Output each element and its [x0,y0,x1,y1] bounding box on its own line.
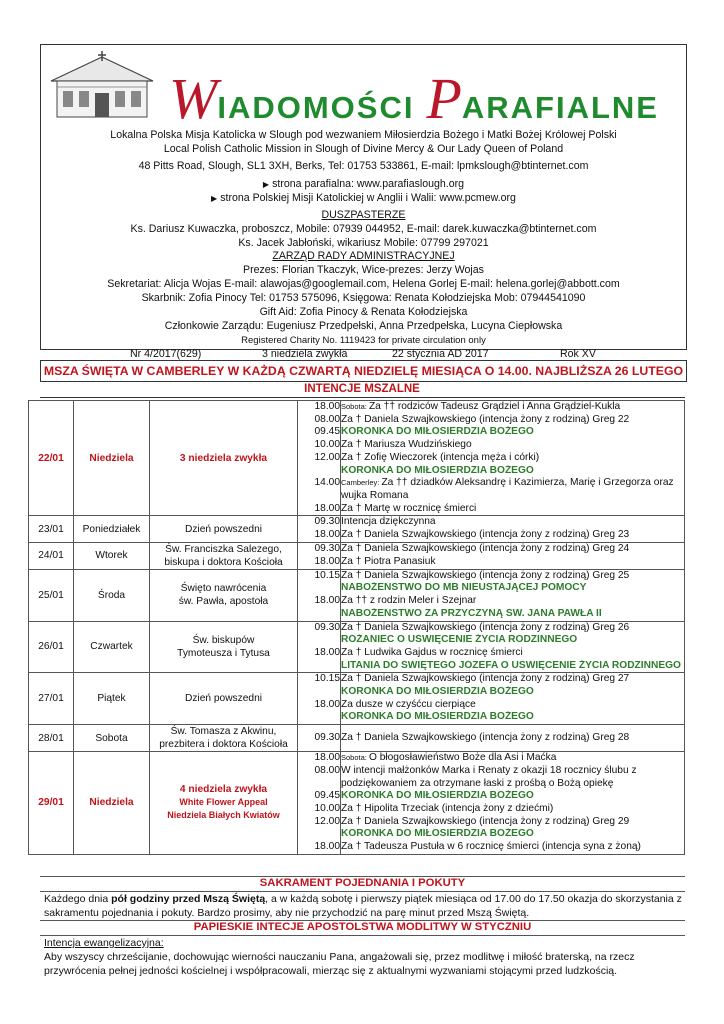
priest-1: Ks. Dariusz Kuwaczka, proboszcz, Mobile: 07939 044952, E-mail: darek.kuwaczka@btinternet.com [130,223,597,235]
intention-prefix: Sobota: [341,402,369,411]
intention-cell [341,673,685,725]
intention-text: Camberley: Za †† dziadków Aleksandrę i Kazimierza, Marię i Grzegorza oraz [341,477,674,489]
time-cell [298,673,341,725]
intention-text: KORONKA DO MIŁOSIERDZIA BOŻEGO [341,711,534,723]
day-cell: Niedziela [74,752,150,855]
triangle-right-icon: ▶ [262,180,270,189]
mass-time: 18.00 [314,698,340,710]
mass-time: 18.00 [314,595,340,607]
intencje-heading: INTENCJE MSZALNE [304,383,420,395]
time-cell [298,621,341,673]
liturgy-name: prezbitera i doktora Kościoła [159,739,288,751]
zarzad-treasurer: Skarbnik: Zofia Pinocy Tel: 01753 575096, Księgowa: Renata Kołodziejska Mob: 07944541090 [141,292,586,304]
intention-text: Za dusze w czyśćcu cierpiące [341,698,476,710]
zarzad-gift-aid: Gift Aid: Zofia Pinocy & Renata Kołodziejska [259,306,468,318]
time-cell [298,516,341,542]
time-cell [298,401,341,516]
zarzad-members: Członkowie Zarządu: Eugeniusz Przedpełski, Anna Przedpełska, Lucyna Ciepłowska [164,320,563,332]
intention-text: KORONKA DO MIŁOSIERDZIA BOŻEGO [341,686,534,698]
intention-text: KORONKA DO MIŁOSIERDZIA BOŻEGO [341,790,534,802]
intention-cell [341,401,685,516]
day-cell: Wtorek [74,542,150,569]
mass-time [298,634,340,647]
intention-cell [341,621,685,673]
table-row [29,516,685,542]
date-cell: 22/01 [29,401,74,516]
liturgy-cell [150,401,298,516]
mass-time: 18.00 [314,502,340,514]
papieskie-label: Intencja ewangelizacyjna: [44,937,164,949]
intention-text: Za † Martę w rocznicę śmierci [341,502,477,514]
mass-schedule-table [28,400,685,855]
day-cell: Niedziela [74,401,150,516]
intention-text: RÓŻANIEC O UŚWIĘCENIE ŻYCIA RODZINNEGO [341,634,578,646]
intention-prefix: Sobota: [341,753,369,763]
mass-time: 09.30 [314,516,340,528]
liturgy-cell [150,752,298,855]
intention-text: NABOŻEŃSTWO ZA PRZYCZYNĄ ŚW. JANA PAWŁA II [341,607,602,619]
date-cell: 28/01 [29,725,74,752]
charity-number: Registered Charity No. 1119423 for private circulation only [241,335,486,346]
duszpasterze-heading: DUSZPASTERZE [321,209,406,221]
table-row [29,673,685,725]
intention-cell [341,752,685,855]
date-cell: 25/01 [29,569,74,621]
time-cell [298,752,341,855]
mass-time: 08.00 [314,413,340,425]
liturgy-cell [150,673,298,725]
intention-text: KORONKA DO MIŁOSIERDZIA BOŻEGO [341,828,534,840]
divider [40,397,685,398]
intention-cell [341,725,685,752]
zarzad-president: Prezes: Florian Tkaczyk, Wice-prezes: Jerzy Wojas [243,264,484,276]
papieskie-text: Aby wszyscy chrześcijanie, dochowując wierności nauczaniu Pana, angażowali się, przez modlitwę i miłość braterską, na rzecz przywrócenia pełnej jedności kościelnej i współpracowali, mierząc się z aktualnymi wyzwaniami stojącymi przed ludzkością. [44,951,635,977]
subtitle-pl: Lokalna Polska Misja Katolicka w Slough pod wezwaniem Miłosierdzia Bożego i Matki Bożej Królowej Polski [110,129,617,141]
mass-time: 10.15 [314,569,340,581]
liturgy-name: Św. biskupów [192,634,255,646]
mass-time [298,686,340,699]
intention-text: Za † Zofię Wieczorek (intencja męża i córki) [341,451,540,463]
time-cell [298,569,341,621]
intention-cell [341,542,685,569]
intention-text: Sobota: Za †† rodziców Tadeusz Grądziel i Anna Grądziel-Kukla [341,401,621,412]
date-cell: 26/01 [29,621,74,673]
issue-date: 22 stycznia AD 2017 [392,348,489,360]
liturgy-name: Dzień powszedni [184,693,262,705]
intention-text: Za † Daniela Szwajkowskiego (intencja żony z rodziną) Greg 27 [341,673,630,685]
mass-time: 09.30 [314,621,340,633]
mass-time [298,828,340,841]
table-row [29,725,685,752]
issue-sunday: 3 niedziela zwykła [262,348,348,360]
time-cell [298,542,341,569]
header-box [40,44,687,350]
intention-text: Za † Tadeusza Pustuła w 6 rocznicę śmierci (intencja syna z żoną) [341,841,641,853]
issue-number: Nr 4/2017(629) [130,348,202,360]
intention-text: Za † Piotra Panasiuk [341,555,436,567]
mass-time: 10.00 [314,439,340,451]
liturgy-name: Dzień powszedni [184,523,262,535]
intention-text: Za † Daniela Szwajkowskiego (intencja żony z rodziną) Greg 23 [341,529,630,541]
mass-time [298,490,340,503]
priest-2: Ks. Jacek Jabłoński, wikariusz Mobile: 07799 297021 [238,237,489,249]
papieskie-heading: PAPIESKIE INTECJE APOSTOLSTWA MODLITWY W STYCZNIU [193,921,532,933]
masthead-title: WIADOMOŚCI PARAFIALNE [169,66,659,131]
camberley-banner: MSZA ŚWIĘTA W CAMBERLEY W KAŻDĄ CZWARTĄ NIEDZIELĘ MIESIĄCA O 14.00. NAJBLIŻSZA 26 LUTEGO [40,360,687,382]
mass-time: 08.00 [314,764,340,776]
sakrament-heading: SAKRAMENT POJEDNANIA I POKUTY [259,877,466,889]
liturgy-name: 4 niedziela zwykła [179,784,268,796]
triangle-right-icon: ▶ [211,194,218,203]
mass-time: 12.00 [314,451,340,463]
intention-text: Za †† z rodzin Meler i Szejnar [341,595,477,607]
liturgy-subtitle: White Flower Appeal [179,797,268,808]
mass-time: 18.00 [314,646,340,658]
liturgy-name: biskupa i doktora Kościoła [164,556,283,568]
intention-prefix: Camberley: [341,478,382,488]
website-parish[interactable]: ▶ strona parafialna: www.parafiaslough.org [262,178,465,190]
mass-time: 18.00 [314,752,340,764]
subtitle-en: Local Polish Catholic Mission in Slough of Divine Mercy & Our Lady Queen of Poland [163,143,564,155]
liturgy-cell [150,725,298,752]
date-cell: 23/01 [29,516,74,542]
liturgy-name: 3 niedziela zwykła [179,452,268,464]
mass-time: 09.45 [314,426,340,438]
intention-text: LITANIA DO ŚWIĘTEGO JÓZEFA O UŚWIĘCENIE ŻYCIA RODZINNEGO [341,659,681,671]
liturgy-cell [150,569,298,621]
day-cell: Poniedziałek [74,516,150,542]
intention-text: Za † Hipolita Trzeciak (intencja żony z dziećmi) [341,802,554,814]
day-cell: Piątek [74,673,150,725]
day-cell: Sobota [74,725,150,752]
intention-text: Za † Mariusza Wudzińskiego [341,439,472,451]
time-cell [298,725,341,752]
intention-text: Sobota: O błogosławieństwo Boże dla Asi i Maćka [341,752,557,764]
mass-time [298,608,340,621]
mass-time: 10.15 [314,673,340,685]
intention-text: Za † Daniela Szwajkowskiego (intencja żony z rodziną) Greg 26 [341,621,630,633]
mass-time: 18.00 [314,529,340,541]
liturgy-name: Tymoteusza i Tytusa [177,647,270,659]
date-cell: 29/01 [29,752,74,855]
issue-year: Rok XV [560,348,596,360]
mass-time: 12.00 [314,815,340,827]
date-cell: 24/01 [29,542,74,569]
table-row [29,542,685,569]
mass-time [298,711,340,724]
liturgy-name: Św. Tomasza z Akwinu, [170,726,277,738]
mass-time: 09.30 [314,731,340,743]
mass-time: 10.00 [314,802,340,814]
mass-time: 18.00 [314,841,340,853]
intention-text: Za † Ludwika Gajdus w rocznicę śmierci [341,646,523,658]
table-row [29,401,685,516]
intention-text: Za † Daniela Szwajkowskiego (intencja żony z rodziną) Greg 29 [341,815,630,827]
intention-text: KORONKA DO MIŁOSIERDZIA BOŻEGO [341,464,534,476]
liturgy-cell [150,542,298,569]
intention-text: Za † Daniela Szwajkowskiego (intencja żony z rodziną) Greg 25 [341,569,630,581]
intention-cell [341,516,685,542]
mass-time [298,778,340,791]
liturgy-name: Święto nawrócenia [180,583,267,595]
table-row [29,569,685,621]
liturgy-cell [150,516,298,542]
mass-time [298,465,340,478]
liturgy-name: Św. Franciszka Salezego, [165,543,282,555]
liturgy-name: św. Pawła, apostoła [178,596,269,608]
website-pcmew[interactable]: ▶ strona Polskiej Misji Katolickiej w Anglii i Walii: www.pcmew.org [211,192,516,204]
address: 48 Pitts Road, Slough, SL1 3XH, Berks, Tel: 01753 533861, E-mail: lpmkslough@btinternet.com [138,160,589,172]
table-row [29,752,685,855]
day-cell: Czwartek [74,621,150,673]
intention-text: Za † Daniela Szwajkowskiego (intencja żony z rodziną) Greg 28 [341,731,630,743]
zarzad-secretary: Sekretariat: Alicja Wojas E-mail: alawojas@googlemail.com, Helena Gorlej E-mail: helena.gorlej@abbott.com [107,278,620,290]
intention-text: W intencji małżonków Marka i Renaty z okazji 18 rocznicy ślubu z [341,764,637,776]
intention-text: KORONKA DO MIŁOSIERDZIA BOŻEGO [341,426,534,438]
intention-cell [341,569,685,621]
intention-text: NABOŻEŃSTWO DO MB NIEUSTAJĄCEJ POMOCY [341,582,587,594]
mass-time: 18.00 [314,555,340,567]
intention-text: Intencja dziękczynna [341,516,436,528]
day-cell: Środa [74,569,150,621]
mass-time [298,582,340,595]
intention-text: wujka Romana [341,489,409,501]
liturgy-subtitle: Niedziela Białych Kwiatów [167,810,280,821]
table-row [29,621,685,673]
mass-time: 14.00 [314,477,340,489]
intention-text: podziękowaniem za otrzymane łaski z prośbą o Bożą opiekę [341,777,614,789]
church-icon [47,51,157,119]
mass-time: 09.45 [314,790,340,802]
date-cell: 27/01 [29,673,74,725]
intention-text: Za † Daniela Szwajkowskiego (intencja żony z rodziną) Greg 24 [341,543,630,555]
liturgy-cell [150,621,298,673]
mass-time: 09.30 [314,543,340,555]
intention-text: Za † Daniela Szwajkowskiego (intencja żony z rodziną) Greg 22 [341,413,630,425]
mass-time [298,660,340,673]
mass-time: 18.00 [314,401,340,412]
sakrament-text: Każdego dnia pół godziny przed Mszą Świętą, a w każdą sobotę i pierwszy piątek miesiąca od 17.00 do 17.50 okazja do skorzystania z sakramentu pojednania i pokuty. Bardzo prosimy, aby nie przychodzić na parę minut przed Mszą Świętą. [44,893,682,919]
zarzad-heading: ZARZĄD RADY ADMINISTRACYJNEJ [272,250,455,262]
